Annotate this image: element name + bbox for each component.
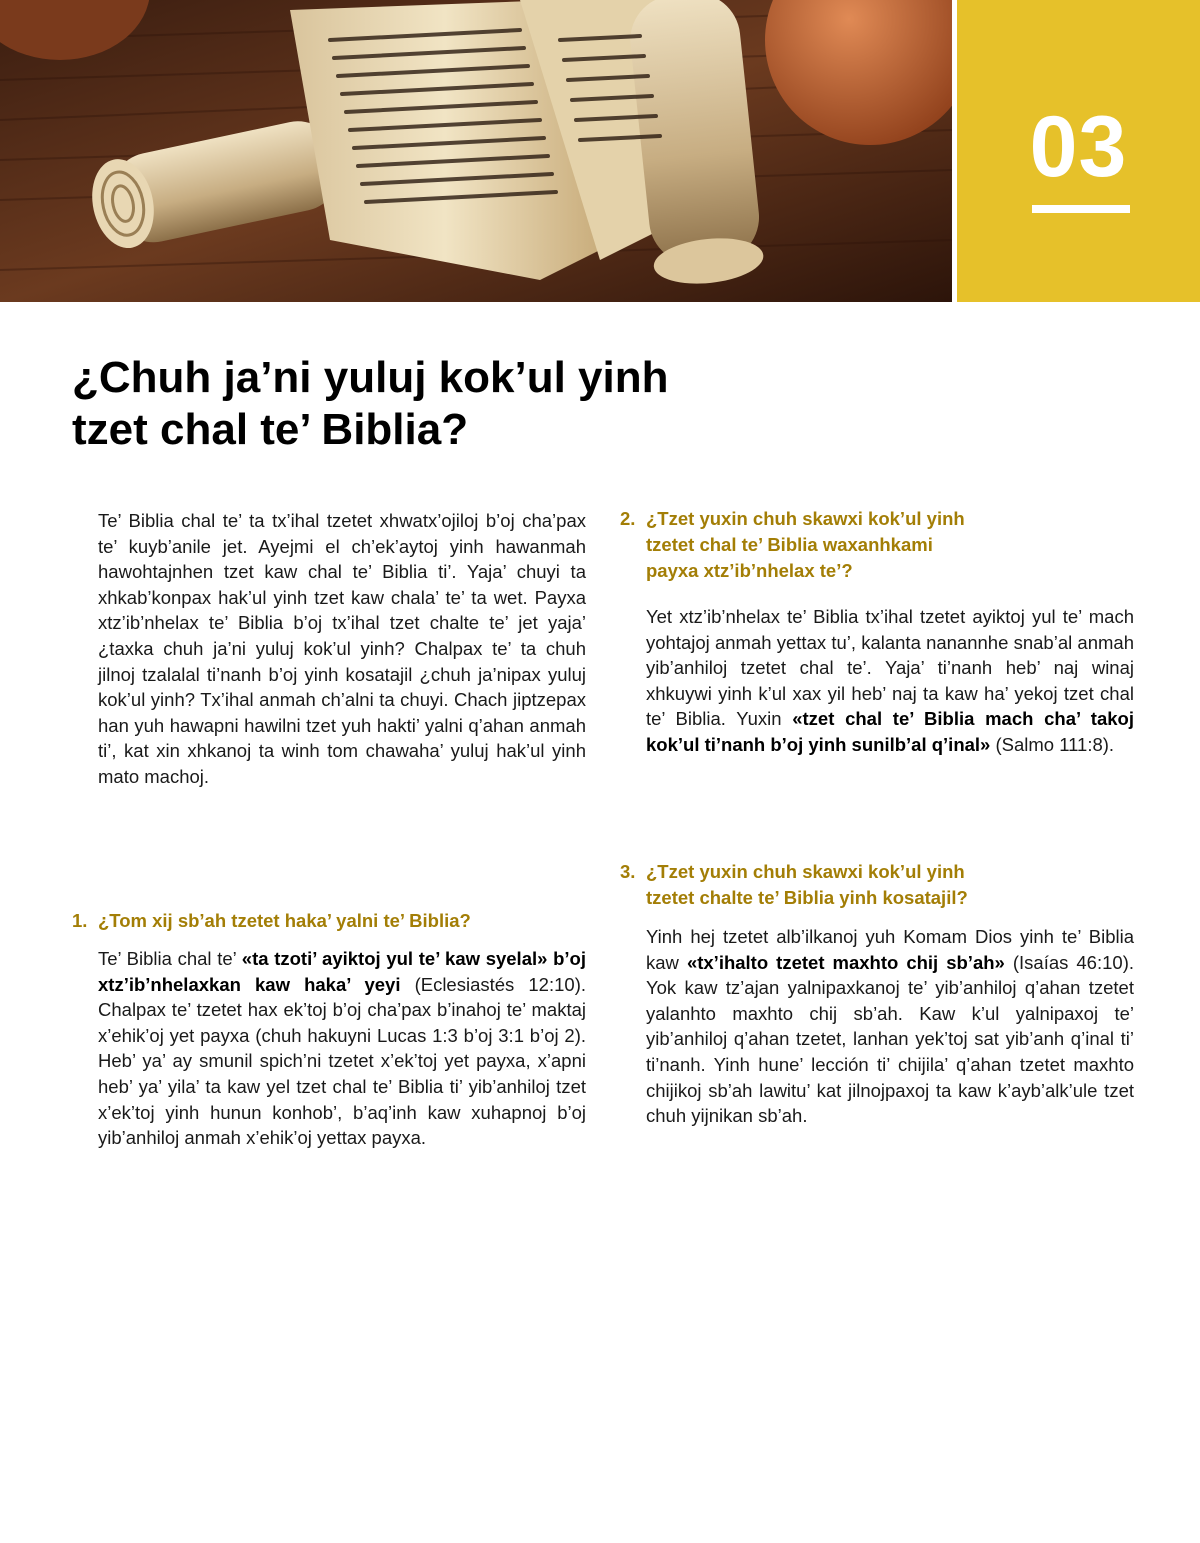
question-1-answer-text-before: Te’ Biblia chal te’ (98, 948, 242, 969)
scrolls-illustration (0, 0, 952, 302)
question-3-number: 3. (620, 861, 636, 882)
question-1-heading (72, 908, 618, 934)
question-2-number: 2. (620, 508, 636, 529)
question-3-answer (646, 924, 1134, 1129)
question-1-answer-text-after: (Eclesiastés 12:10). Chalpax te’ tzetet hax ek’toj b’oj cha’pax b’inahoj te’ maktaj x’ehik’oj yet payxa (chuh hakuyni Lucas 1:3 b’oj 3:1 b’oj 2). Heb’ ya’ ay smunil spich’ni tzetet x’ek’toj yet payxa, x’apni heb’ ya’ yila’ ta kaw yel tzet chal te’ Biblia ti’ yib’anhiloj tzet x’ek’toj yinh hunun konhob’, b’aq’inh kaw xuhapnoj b’oj yib’anhiloj anmah x’ehik’oj yettax payxa. (98, 973, 586, 1149)
page-title-line-1: ¿Chuh ja’ni yuluj kok’ul yinh (72, 353, 669, 402)
question-3-text-line-2: tzetet chalte te’ Biblia yinh kosatajil? (646, 887, 968, 908)
intro-paragraph (98, 508, 586, 790)
lesson-number-box (957, 0, 1200, 302)
question-3-answer-text-before: Yinh hej tzetet alb’ilkanoj yuh Komam Dios yinh te’ Biblia kaw (646, 926, 1134, 973)
question-1-number: 1. (72, 910, 88, 931)
question-2-text-line-2: tzetet chal te’ Biblia waxanhkami (646, 534, 933, 555)
question-1-text: ¿Tom xij sb’ah tzetet haka’ yalni te’ Biblia? (98, 910, 471, 931)
lesson-number: 03 (1029, 99, 1128, 195)
question-3-text-line-1: ¿Tzet yuxin chuh skawxi kok’ul yinh (646, 861, 965, 882)
question-2-text-line-1: ¿Tzet yuxin chuh skawxi kok’ul yinh (646, 508, 965, 529)
question-3-answer-quote: «tx’ihalto tzetet maxhto chij sb’ah» (686, 951, 1005, 973)
question-2-answer-quote: «tzet chal te’ Biblia mach cha’ takoj kok’ul ti’nanh b’oj yinh sunilb’al q’inal» (646, 708, 1134, 755)
question-3-answer-text-after: (Isaías 46:10). Yok kaw tz’ajan yalnipaxkanoj te’ yib’anhiloj q’ahan tzetet yalanhto maxhto chij sb’ah. Kaw k’ul yalnipaxoj te’ yib’anhiloj q’ahan tzetet, lanhan yek’toj sat yib’anh q’inal ti’ ti’nanh. Yinh hune’ lección ti’ chijila’ q’ahan tzetet maxhto chijikoj sb’ah lawitu’ kat jilnojpaxoj ta kaw k’ayb’alk’ule tzet chuh yijnikan sb’ah. (646, 951, 1134, 1127)
question-1-answer-quote: «ta tzoti’ ayiktoj yul te’ kaw syelal» b’oj xtz’ib’nhelaxkan kaw haka’ yeyi (98, 948, 586, 995)
lesson-number-underline (1032, 205, 1130, 213)
question-2-answer-text-after: (Salmo 111:8). (990, 733, 1115, 755)
question-2-answer-text-before: Yet xtz’ib’nhelax te’ Biblia tx’ihal tzetet ayiktoj yul te’ mach yohtajoj anmah yettax tu’, kalanta nanannhe snab’al anmah yib’anhiloj tzetet chal te’. Yaja’ ti’nanh heb’ naj winaj xhkuywi yinh k’ul xax yil heb’ naj ta kaw ha’ yekoj tzet chal te’ Biblia. Yuxin (646, 606, 1134, 730)
question-3-heading (620, 859, 1086, 911)
question-2-heading (620, 506, 1066, 584)
page-title (72, 352, 872, 456)
hero-image-scrolls (0, 0, 952, 302)
question-1-answer (98, 946, 586, 1151)
question-2-text-line-3: payxa xtz’ib’nhelax te’? (646, 560, 853, 581)
question-2-answer (646, 604, 1134, 758)
intro-text: Te’ Biblia chal te’ ta tx’ihal tzetet xhwatx’ojiloj b’oj cha’pax te’ kuyb’anile jet. Ayejmi el ch’ek’aytoj yinh hawanmah hawohtajnhen tzet kaw chal te’ Biblia ti’. Yaja’ chuyi ta xhkab’konpax hak’ul yinh tzet kaw chala’ te’ ta wet. Payxa xtz’ib’nhelax te’ Biblia b’oj tx’ihal tzet chalte te’ jet yaja’ ¿taxka chuh ja’ni yuluj kok’ul yinh? Chalpax te’ ta chuh jilnoj tzalalal ti’nanh b’oj yinh kosatajil ¿chuh ja’nipax yuluj kok’ul yinh? Tx’ihal anmah ch’alni ta chuyi. Chach jiptzepax han yuh hawapni hawilni tzet yuh hakti’ yalni q’ahan anmah ti’, kat xin xhkanoj ta winh tom chawaha’ yuluj hak’ul yinh mato machoj. (98, 510, 586, 787)
page-title-line-2: tzet chal te’ Biblia? (72, 405, 469, 454)
